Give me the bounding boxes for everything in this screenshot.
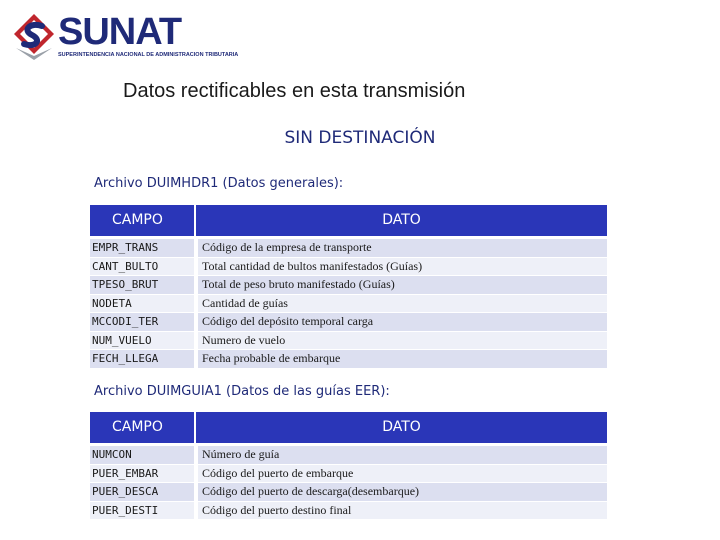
cell-dato: Código de la empresa de transporte — [198, 239, 607, 257]
cell-dato: Código del puerto destino final — [198, 502, 607, 520]
cell-dato: Código del depósito temporal carga — [198, 313, 607, 331]
table-header — [90, 412, 607, 443]
cell-campo: EMPR_TRANS — [90, 239, 194, 257]
table-body — [90, 446, 607, 520]
cell-campo: NUMCON — [90, 446, 194, 464]
table-row — [90, 239, 607, 258]
table-row — [90, 502, 607, 521]
header-dato: DATO — [196, 412, 607, 443]
sunat-logo — [12, 10, 239, 66]
table-row — [90, 350, 607, 369]
logo-tagline: SUPERINTENDENCIA NACIONAL DE ADMINISTRACION TRIBUTARIA — [58, 52, 239, 58]
header-campo: CAMPO — [90, 412, 194, 443]
cell-dato: Numero de vuelo — [198, 332, 607, 350]
logo-wordmark: SUNAT — [58, 11, 182, 53]
table-header — [90, 205, 607, 236]
cell-dato: Fecha probable de embarque — [198, 350, 607, 368]
page-title: Datos rectificables en esta transmisión — [123, 80, 466, 102]
table-row — [90, 295, 607, 314]
section-label-duimhdr1: Archivo DUIMHDR1 (Datos generales): — [94, 176, 344, 191]
header-campo: CAMPO — [90, 205, 194, 236]
table-duimhdr1 — [90, 205, 607, 369]
table-row — [90, 258, 607, 277]
table-row — [90, 332, 607, 351]
cell-campo: TPESO_BRUT — [90, 276, 194, 294]
cell-campo: PUER_DESCA — [90, 483, 194, 501]
table-row — [90, 483, 607, 502]
table-duimguia1 — [90, 412, 607, 520]
table-row — [90, 446, 607, 465]
cell-dato: Total cantidad de bultos manifestados (Guías) — [198, 258, 607, 276]
cell-campo: PUER_EMBAR — [90, 465, 194, 483]
header-dato: DATO — [196, 205, 607, 236]
sunat-emblem-icon — [12, 12, 56, 62]
table-body — [90, 239, 607, 369]
cell-dato: Total de peso bruto manifestado (Guías) — [198, 276, 607, 294]
cell-campo: NUM_VUELO — [90, 332, 194, 350]
cell-dato: Código del puerto de descarga(desembarque) — [198, 483, 607, 501]
table-row — [90, 276, 607, 295]
cell-dato: Cantidad de guías — [198, 295, 607, 313]
cell-campo: NODETA — [90, 295, 194, 313]
section-label-duimguia1: Archivo DUIMGUIA1 (Datos de las guías EER): — [94, 384, 390, 399]
cell-campo: FECH_LLEGA — [90, 350, 194, 368]
cell-dato: Número de guía — [198, 446, 607, 464]
cell-dato: Código del puerto de embarque — [198, 465, 607, 483]
page-subtitle: SIN DESTINACIÓN — [284, 128, 436, 148]
table-row — [90, 465, 607, 484]
cell-campo: PUER_DESTI — [90, 502, 194, 520]
cell-campo: MCCODI_TER — [90, 313, 194, 331]
table-row — [90, 313, 607, 332]
cell-campo: CANT_BULTO — [90, 258, 194, 276]
